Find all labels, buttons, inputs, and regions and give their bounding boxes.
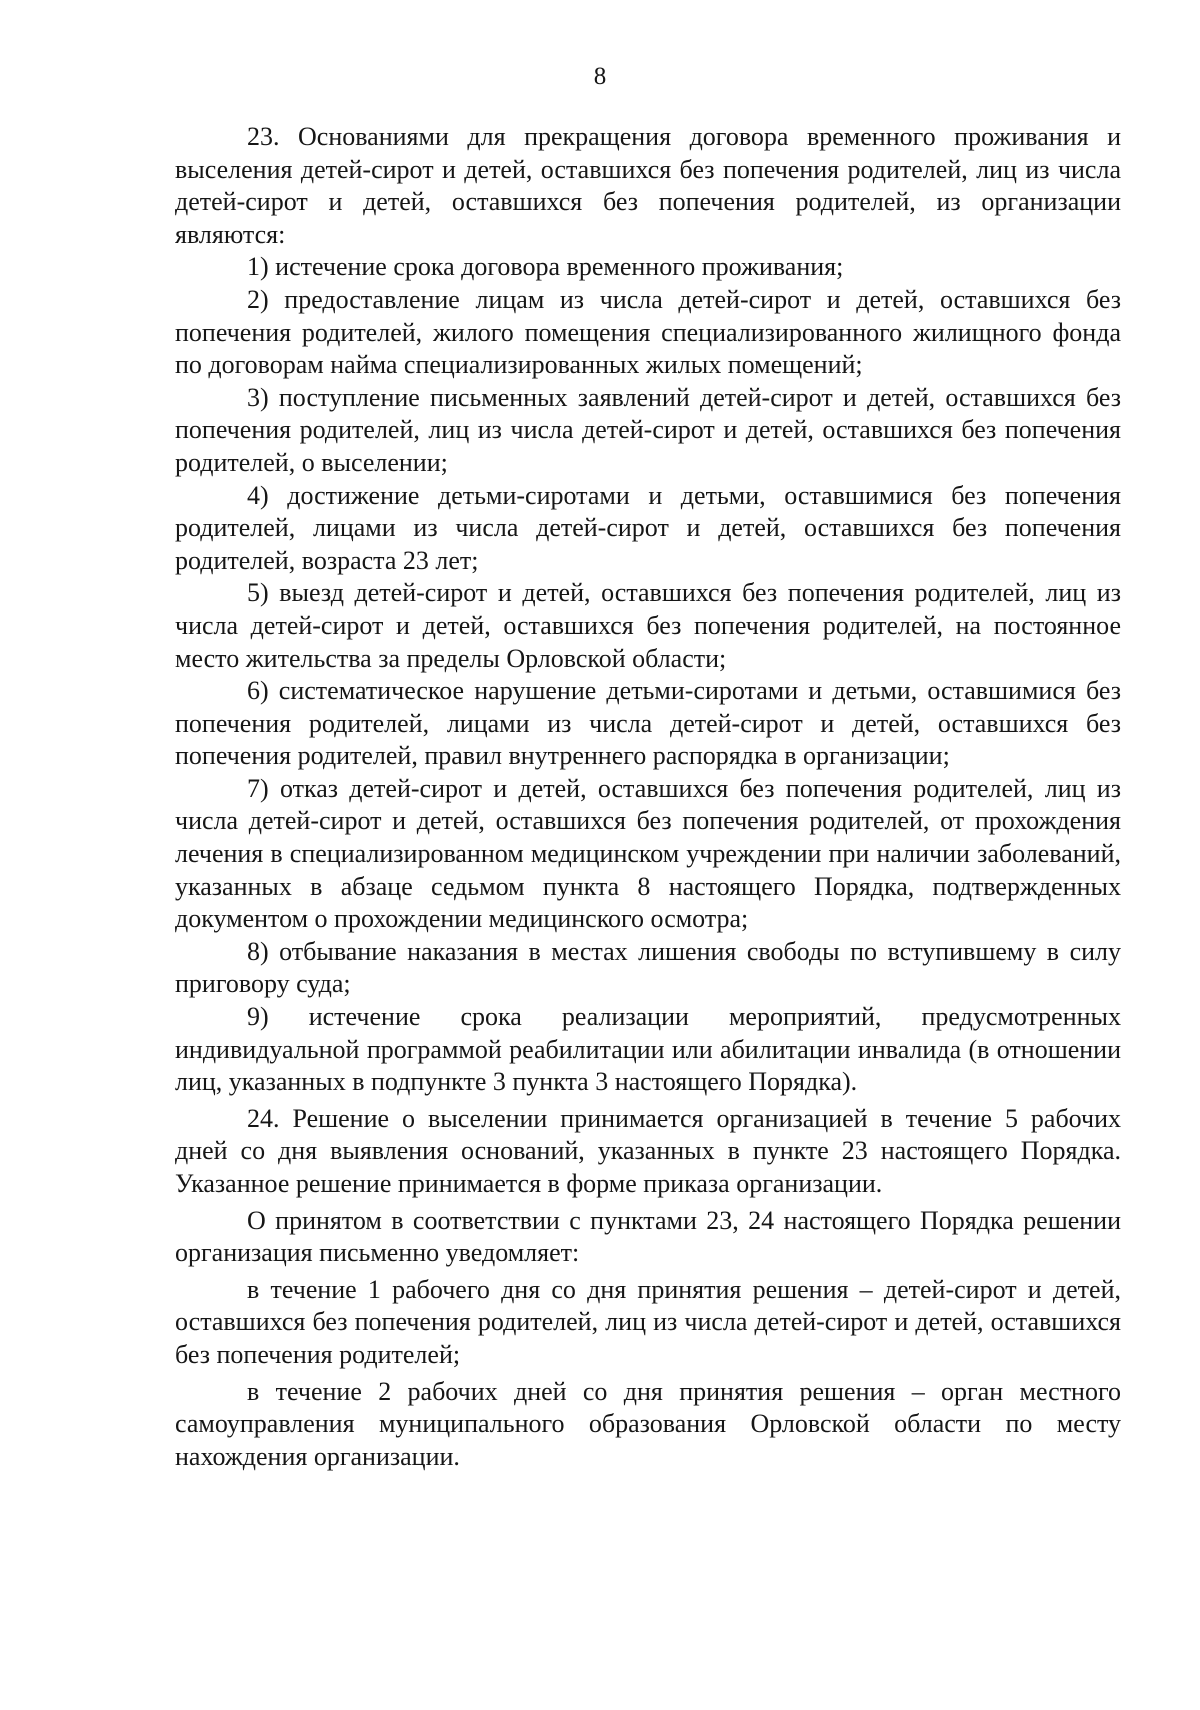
list-item-8: 8) отбывание наказания в местах лишения свободы по вступившему в силу приговору суда;	[175, 936, 1121, 999]
paragraph-24: 24. Решение о выселении принимается организацией в течение 5 рабочих дней со дня выявления оснований, указанных в пункте 23 настоящего Порядка. Указанное решение принимается в форме приказа организации.	[175, 1103, 1121, 1198]
page-number: 8	[593, 63, 607, 90]
notification-item-2: в течение 2 рабочих дней со дня принятия решения – орган местного самоуправления муниципального образования Орловской области по месту нахождения организации.	[175, 1376, 1121, 1471]
list-item-3: 3) поступление письменных заявлений детей-сирот и детей, оставшихся без попечения родителей, лиц из числа детей-сирот и детей, оставшихся без попечения родителей, о выселении;	[175, 382, 1121, 477]
list-item-4: 4) достижение детьми-сиротами и детьми, оставшимися без попечения родителей, лицами из числа детей-сирот и детей, оставшихся без попечения родителей, возраста 23 лет;	[175, 480, 1121, 575]
list-item-7: 7) отказ детей-сирот и детей, оставшихся без попечения родителей, лиц из числа детей-сирот и детей, оставшихся без попечения родителей, от прохождения лечения в специализированном медицинском учреждении при наличии заболеваний, указанных в абзаце седьмом пункта 8 настоящего Порядка, подтвержденных документом о прохождении медицинского осмотра;	[175, 773, 1121, 934]
list-item-1: 1) истечение срока договора временного проживания;	[247, 252, 844, 282]
list-item-2: 2) предоставление лицам из числа детей-сирот и детей, оставшихся без попечения родителей, жилого помещения специализированного жилищного фонда по договорам найма специализированных жилых помещений;	[175, 284, 1121, 380]
list-item-6: 6) систематическое нарушение детьми-сиротами и детьми, оставшимися без попечения родителей, лицами из числа детей-сирот и детей, оставшихся без попечения родителей, правил внутреннего распорядка в организации;	[175, 676, 1121, 771]
list-item-9: 9) истечение срока реализации мероприятий, предусмотренных индивидуальной программой реабилитации или абилитации инвалида (в отношении лиц, указанных в подпункте 3 пункта 3 настоящего Порядка).	[175, 1002, 1121, 1097]
document-body	[175, 121, 1121, 1473]
notification-item-1: в течение 1 рабочего дня со дня принятия решения – детей-сирот и детей, оставшихся без попечения родителей, лиц из числа детей-сирот и детей, оставшихся без попечения родителей;	[175, 1274, 1121, 1369]
list-item-5: 5) выезд детей-сирот и детей, оставшихся без попечения родителей, лиц из числа детей-сирот и детей, оставшихся без попечения родителей, на постоянное место жительства за пределы Орловской области;	[175, 578, 1121, 673]
paragraph-23-intro: 23. Основаниями для прекращения договора временного проживания и выселения детей-сирот и детей, оставшихся без попечения родителей, лиц из числа детей-сирот и детей, оставшихся без попечения родителей, из организации являются:	[175, 122, 1121, 249]
notification-intro: О принятом в соответствии с пунктами 23, 24 настоящего Порядка решении организация письменно уведомляет:	[175, 1205, 1121, 1268]
